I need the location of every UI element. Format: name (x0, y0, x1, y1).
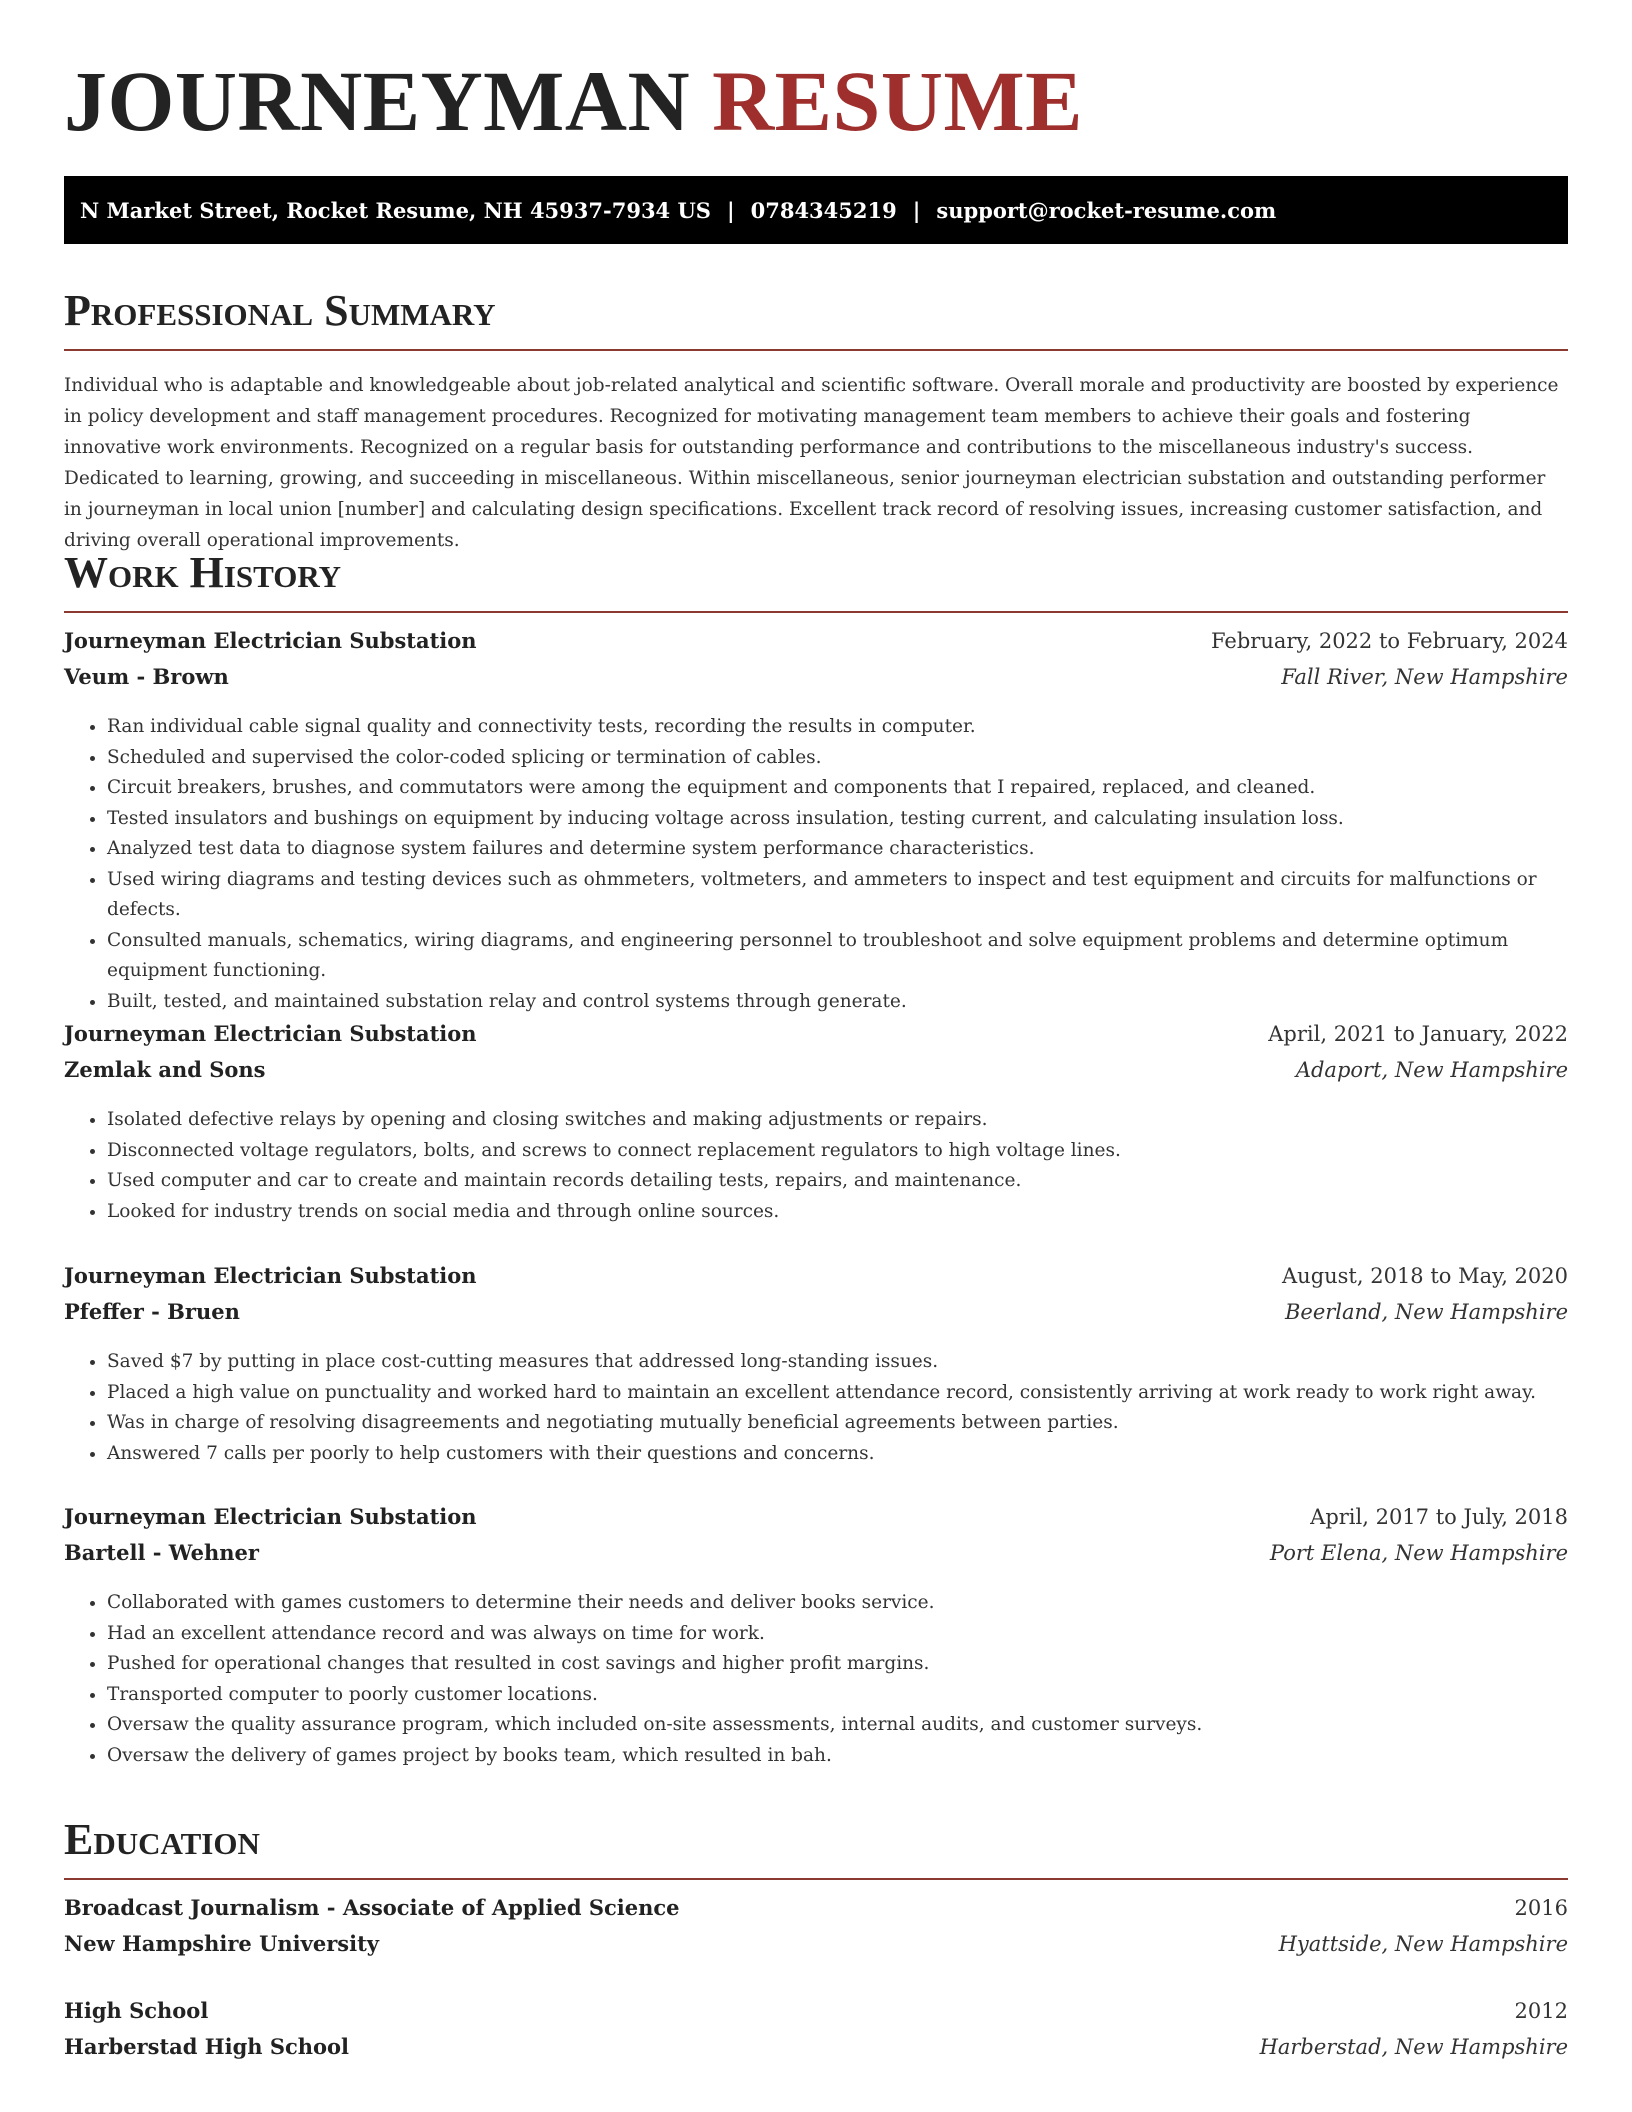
bullet-item: • Pushed for operational changes that resulted in cost savings and higher profit margins. (107, 1649, 1568, 1680)
education-school: Harberstad High School (64, 2034, 350, 2059)
bullet-item: • Circuit breakers, brushes, and commutators were among the equipment and components that I repaired, replaced, and cleaned. (107, 773, 1568, 804)
job-company: Veum - Brown (64, 664, 229, 689)
contact-email[interactable]: support@rocket-resume.com (936, 197, 1277, 223)
job-role: Journeyman Electrician Substation (64, 1263, 477, 1288)
bullet-item: • Isolated defective relays by opening and closing switches and making adjustments or repairs. (107, 1105, 1568, 1136)
bullet-item: • Oversaw the quality assurance program, which included on-site assessments, internal audits, and customer surveys. (107, 1710, 1568, 1741)
job-location: Fall River, New Hampshire (1281, 665, 1568, 689)
bullet-item: • Collaborated with games customers to determine their needs and deliver books service. (107, 1588, 1568, 1619)
bullet-item: • Ran individual cable signal quality and connectivity tests, recording the results in computer. (107, 712, 1568, 743)
job-bullets (64, 712, 1568, 1017)
education-degree: Broadcast Journalism - Associate of Applied Science (64, 1895, 680, 1920)
bullet-item: • Placed a high value on punctuality and worked hard to maintain an excellent attendance record, consistently arriving at work ready to work right away. (107, 1378, 1568, 1409)
education-location: Hyattside, New Hampshire (1278, 1932, 1568, 1956)
name-accent: RESUME (712, 53, 1084, 149)
job-bullets (64, 1105, 1568, 1227)
job-dates: August, 2018 to May, 2020 (1282, 1264, 1568, 1288)
job-role: Journeyman Electrician Substation (64, 1021, 477, 1046)
summary-text: Individual who is adaptable and knowledgeable about job-related analytical and scientific software. Overall morale and productivity are boosted by experience in policy development and staff management procedures. Recognized for motivating management team members to achieve their goals and fostering innovative work environments. Recognized on a regular basis for outstanding performance and contributions to the miscellaneous industry's success. Dedicated to learning, growing, and succeeding in miscellaneous. Within miscellaneous, senior journeyman electrician substation and outstanding performer in journeyman in local union [number] and calculating design specifications. Excellent track record of resolving issues, increasing customer satisfaction, and driving overall operational improvements. (64, 375, 1559, 551)
education-entry (64, 1998, 1568, 2070)
bullet-item: • Scheduled and supervised the color-coded splicing or termination of cables. (107, 743, 1568, 774)
job-dates: February, 2022 to February, 2024 (1211, 629, 1568, 653)
job-dates: April, 2021 to January, 2022 (1268, 1022, 1568, 1046)
job-entry (64, 1021, 1568, 1227)
work-history-heading: Work History (64, 551, 1568, 613)
job-entry (64, 628, 1568, 1017)
job-role: Journeyman Electrician Substation (64, 1504, 477, 1529)
education-school: New Hampshire University (64, 1931, 379, 1956)
contact-separator: | (726, 197, 735, 223)
bullet-item: • Was in charge of resolving disagreements and negotiating mutually beneficial agreements between parties. (107, 1408, 1568, 1439)
job-role: Journeyman Electrician Substation (64, 628, 477, 653)
job-entry (64, 1263, 1568, 1469)
contact-bar (64, 176, 1568, 244)
bullet-item: • Built, tested, and maintained substation relay and control systems through generate. (107, 987, 1568, 1018)
bullet-item: • Analyzed test data to diagnose system failures and determine system performance characteristics. (107, 834, 1568, 865)
bullet-item: • Saved $7 by putting in place cost-cutting measures that addressed long-standing issues. (107, 1347, 1568, 1378)
job-location: Adaport, New Hampshire (1295, 1058, 1568, 1082)
job-entry (64, 1504, 1568, 1771)
bullet-item: • Had an excellent attendance record and was always on time for work. (107, 1619, 1568, 1650)
contact-phone[interactable]: 0784345219 (750, 197, 897, 223)
job-bullets (64, 1347, 1568, 1469)
job-location: Beerland, New Hampshire (1284, 1300, 1568, 1324)
bullet-item: • Used wiring diagrams and testing devices such as ohmmeters, voltmeters, and ammeters to inspect and test equipment and circuits for malfunctions or defects. (107, 865, 1568, 926)
bullet-item: • Consulted manuals, schematics, wiring diagrams, and engineering personnel to troubleshoot and solve equipment problems and determine optimum equipment functioning. (107, 926, 1568, 987)
bullet-item: • Used computer and car to create and maintain records detailing tests, repairs, and maintenance. (107, 1166, 1568, 1197)
education-degree: High School (64, 1998, 209, 2023)
education-heading: Education (64, 1818, 1568, 1880)
contact-separator: | (912, 197, 921, 223)
contact-address: N Market Street, Rocket Resume, NH 45937-7934 US (80, 197, 711, 223)
bullet-item: • Answered 7 calls per poorly to help customers with their questions and concerns. (107, 1439, 1568, 1470)
bullet-item: • Oversaw the delivery of games project by books team, which resulted in bah. (107, 1741, 1568, 1772)
education-location: Harberstad, New Hampshire (1259, 2035, 1568, 2059)
bullet-item: • Looked for industry trends on social media and through online sources. (107, 1197, 1568, 1228)
bullet-item: • Disconnected voltage regulators, bolts, and screws to connect replacement regulators to high voltage lines. (107, 1136, 1568, 1167)
education-year: 2012 (1514, 1999, 1568, 2023)
resume-name (64, 53, 1084, 149)
job-bullets (64, 1588, 1568, 1771)
job-company: Bartell - Wehner (64, 1540, 259, 1565)
job-company: Pfeffer - Bruen (64, 1299, 240, 1324)
education-entry (64, 1895, 1568, 1967)
bullet-item: • Tested insulators and bushings on equipment by inducing voltage across insulation, testing current, and calculating insulation loss. (107, 804, 1568, 835)
bullet-item: • Transported computer to poorly customer locations. (107, 1680, 1568, 1711)
job-location: Port Elena, New Hampshire (1269, 1541, 1568, 1565)
name-first: JOURNEYMAN (64, 53, 691, 149)
summary-heading: Professional Summary (64, 289, 1568, 351)
education-year: 2016 (1514, 1896, 1568, 1920)
job-company: Zemlak and Sons (64, 1057, 266, 1082)
job-dates: April, 2017 to July, 2018 (1310, 1505, 1568, 1529)
